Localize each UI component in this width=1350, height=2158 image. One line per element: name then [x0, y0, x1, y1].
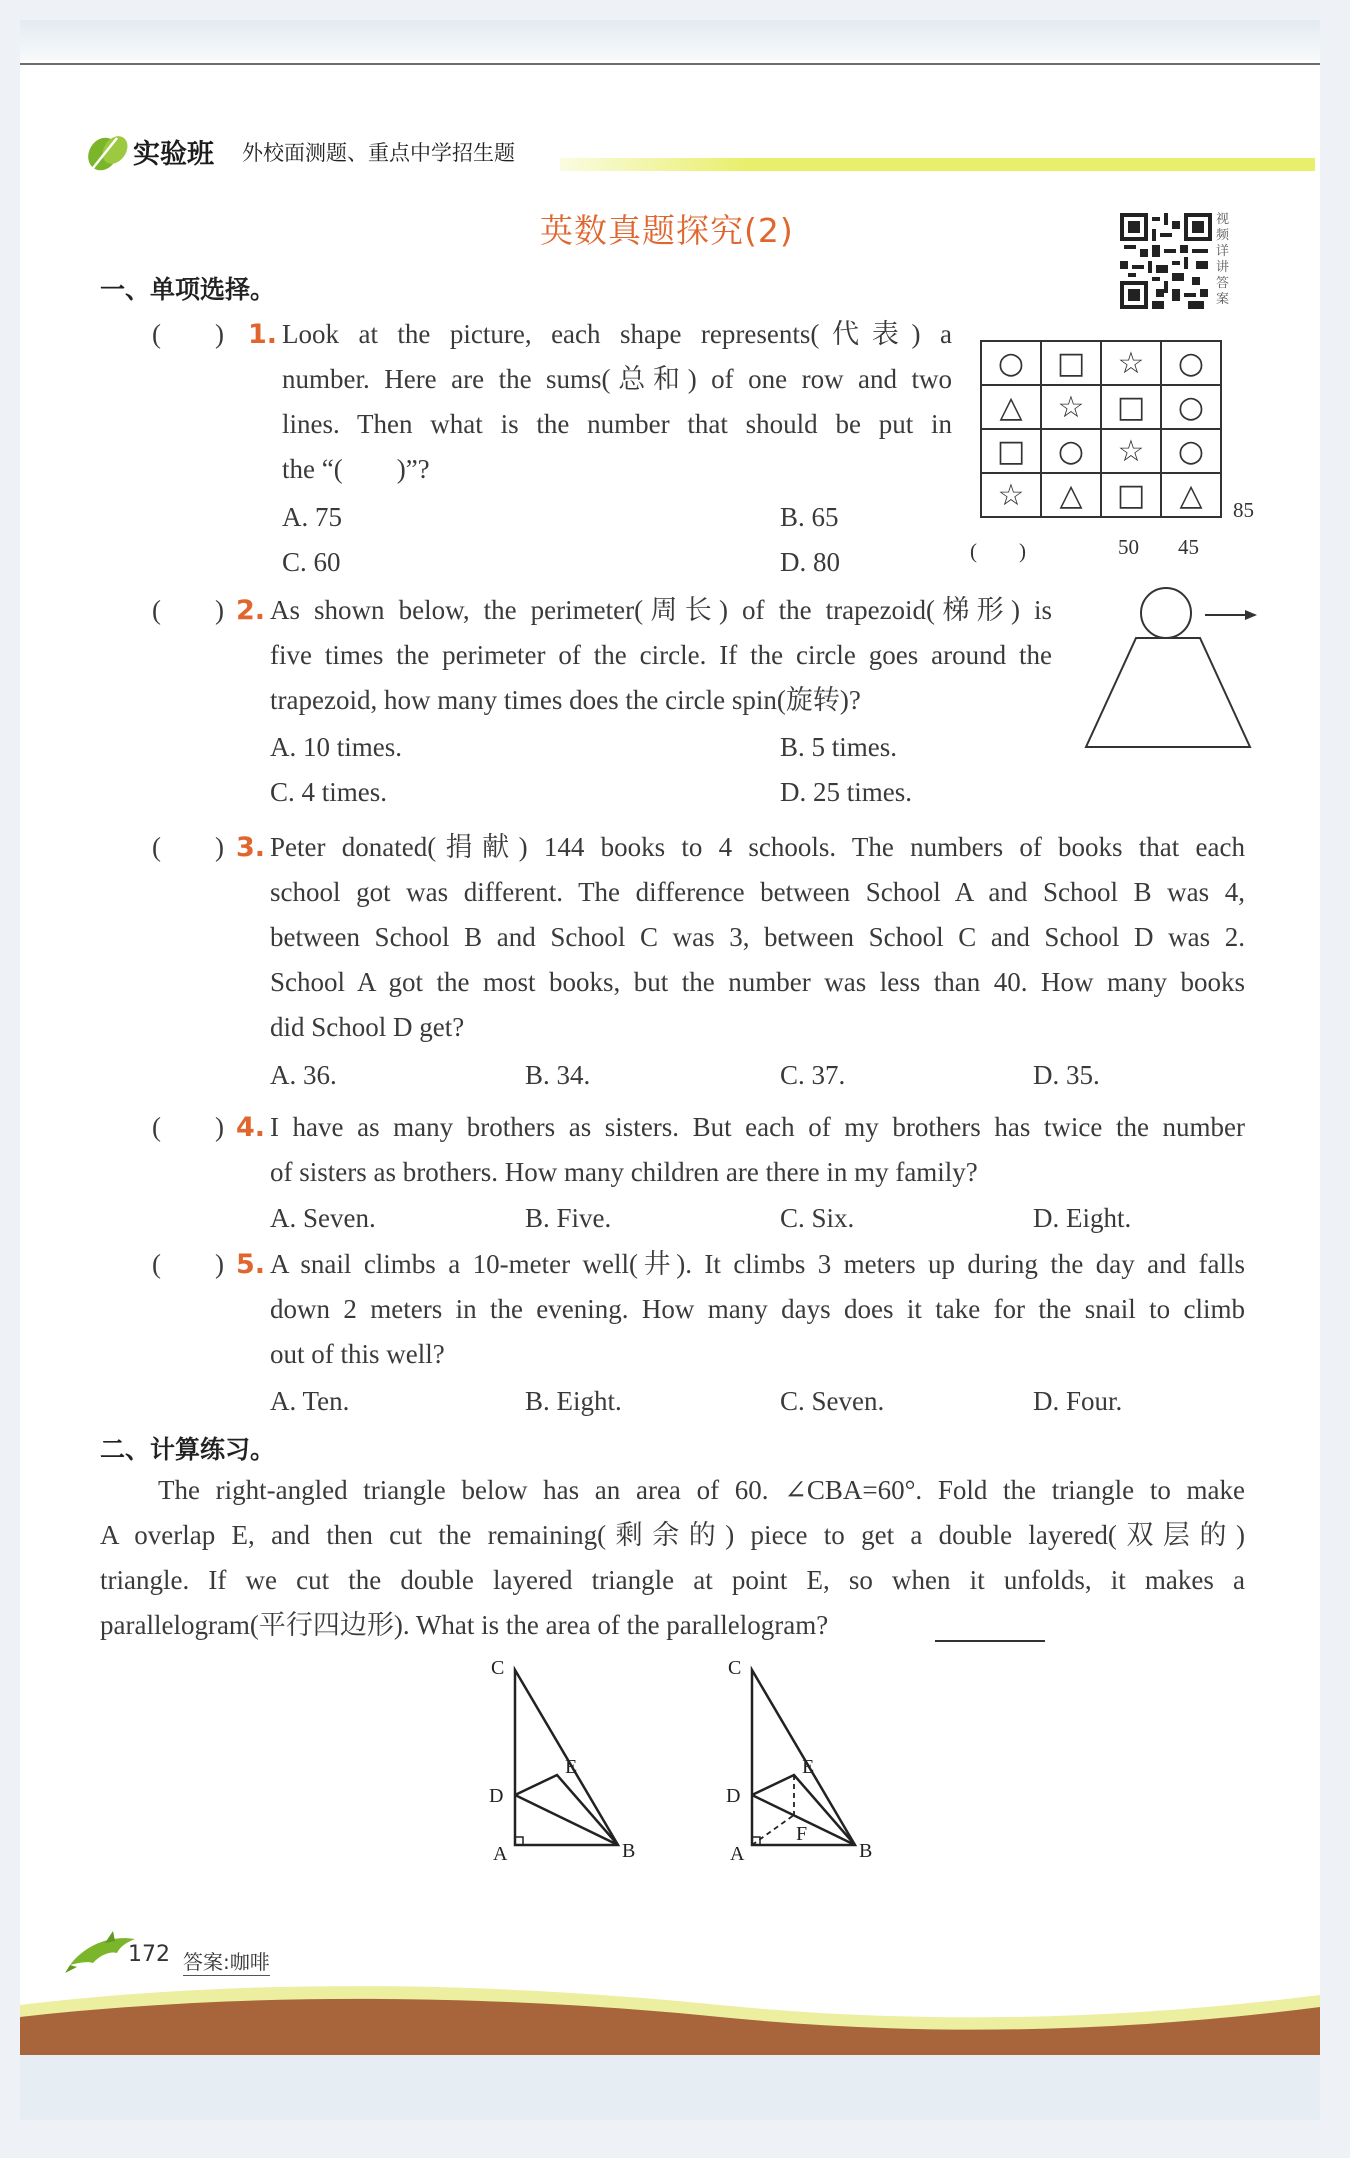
- top-band: [20, 20, 1320, 60]
- grid-cell: ☆: [1101, 341, 1161, 385]
- grid-cell: □: [981, 429, 1041, 473]
- option-d[interactable]: D. 35.: [1033, 1060, 1100, 1090]
- label-a: A: [493, 1843, 508, 1865]
- question-number: 1.: [248, 319, 278, 350]
- label-e: E: [802, 1756, 815, 1778]
- grid-cell: △: [981, 385, 1041, 429]
- question-text-line: school got was different. The difference between School A and School B was 4,: [270, 877, 1245, 907]
- grid-row: [981, 429, 1221, 473]
- option-c[interactable]: C. 4 times.: [270, 777, 388, 807]
- question-text-line: Look at the picture, each shape represents(代表) a: [282, 319, 952, 349]
- column-blank[interactable]: ( ): [970, 539, 1026, 563]
- option-a[interactable]: A. 10 times.: [270, 732, 402, 762]
- triangle-figure-left: [475, 1650, 675, 1880]
- question-text-line: number. Here are the sums(总和) of one row and two: [282, 364, 952, 394]
- question-number: 2.: [236, 595, 266, 626]
- option-b[interactable]: B. Five.: [525, 1203, 612, 1233]
- question-number: 3.: [236, 832, 266, 863]
- answer-bracket[interactable]: ( ): [152, 832, 224, 862]
- answer-bracket[interactable]: ( ): [152, 1112, 224, 1142]
- label-c: C: [491, 1657, 505, 1679]
- option-b[interactable]: B. 34.: [525, 1060, 591, 1090]
- question-text-line: five times the perimeter of the circle. If the circle goes around the: [270, 640, 1052, 670]
- question-text-line: Peter donated(捐献) 144 books to 4 schools. The numbers of books that each: [270, 832, 1245, 862]
- page-title: 英数真题探究(2): [540, 211, 794, 250]
- grid-cell: □: [1041, 341, 1101, 385]
- answer-bracket[interactable]: ( ): [152, 595, 224, 625]
- question-text-line: School A got the most books, but the number was less than 40. How many books: [270, 967, 1245, 997]
- option-c[interactable]: C. Seven.: [780, 1386, 885, 1416]
- column-sum: 45: [1178, 535, 1199, 559]
- grid-cell: ○: [1161, 429, 1221, 473]
- label-a: A: [730, 1843, 745, 1865]
- problem-text-line: parallelogram(平行四边形). What is the area of the parallelogram?: [100, 1610, 829, 1640]
- qr-caption: 视频详讲答案: [1216, 212, 1230, 307]
- section1-title: 一、单项选择。: [100, 275, 276, 304]
- question-text-line: lines. Then what is the number that should be put in: [282, 409, 952, 439]
- answer-bracket[interactable]: ( ): [152, 319, 224, 349]
- grid-cell: ○: [981, 341, 1041, 385]
- fold-lines: [515, 1775, 618, 1845]
- grid-cell: □: [1101, 473, 1161, 517]
- problem-text-line: The right-angled triangle below has an area of 60. ∠CBA=60°. Fold the triangle to make: [158, 1475, 1245, 1505]
- footer-wave: [20, 1975, 1320, 2120]
- question-text-line: did School D get?: [270, 1012, 465, 1042]
- question-number: 4.: [236, 1112, 266, 1143]
- leaf-logo-icon: [85, 132, 129, 172]
- option-b[interactable]: B. 5 times.: [780, 732, 898, 762]
- label-d: D: [726, 1785, 741, 1807]
- question-text-line: out of this well?: [270, 1339, 445, 1369]
- option-b[interactable]: B. 65: [780, 502, 839, 532]
- label-d: D: [489, 1785, 504, 1807]
- label-c: C: [728, 1657, 742, 1679]
- answer-blank[interactable]: [935, 1640, 1045, 1642]
- option-d[interactable]: D. Four.: [1033, 1386, 1123, 1416]
- option-a[interactable]: A. 75: [282, 502, 342, 532]
- option-a[interactable]: A. Ten.: [270, 1386, 350, 1416]
- answer-bracket[interactable]: ( ): [152, 1249, 224, 1279]
- page-number: 172: [128, 1942, 170, 1967]
- question-text-line: As shown below, the perimeter(周长) of the trapezoid(梯形) is: [270, 595, 1052, 625]
- question-number: 5.: [236, 1249, 266, 1280]
- grid-cell: △: [1161, 473, 1221, 517]
- label-f: F: [796, 1823, 808, 1845]
- question-text-line: trapezoid, how many times does the circle spin(旋转)?: [270, 685, 861, 715]
- question-text-line: I have as many brothers as sisters. But each of my brothers has twice the number: [270, 1112, 1245, 1142]
- label-b: B: [622, 1840, 636, 1862]
- row-sum: 85: [1233, 498, 1254, 522]
- grid-row: [981, 341, 1221, 385]
- grid-cell: ☆: [1041, 385, 1101, 429]
- label-b: B: [859, 1840, 873, 1862]
- grid-cell: △: [1041, 473, 1101, 517]
- option-b[interactable]: B. Eight.: [525, 1386, 622, 1416]
- question-text-line: of sisters as brothers. How many children are there in my family?: [270, 1157, 978, 1187]
- trapezoid-shape: [1086, 638, 1250, 747]
- option-a[interactable]: A. 36.: [270, 1060, 337, 1090]
- qr-code[interactable]: [1120, 212, 1212, 310]
- grid-cell: ○: [1161, 341, 1221, 385]
- grid-cell: ☆: [981, 473, 1041, 517]
- option-c[interactable]: C. Six.: [780, 1203, 855, 1233]
- triangle-figure-right: [712, 1650, 912, 1880]
- header-yellow-bar: [560, 158, 1315, 171]
- option-d[interactable]: D. Eight.: [1033, 1203, 1132, 1233]
- grid-cell: ○: [1161, 385, 1221, 429]
- option-d[interactable]: D. 80: [780, 547, 840, 577]
- problem-text-line: A overlap E, and then cut the remaining(剩余的) piece to get a double layered(双层的): [100, 1520, 1245, 1550]
- option-a[interactable]: A. Seven.: [270, 1203, 376, 1233]
- answer-key: 答案:咖啡: [183, 1946, 270, 1976]
- dashed-line-af: [752, 1815, 794, 1845]
- column-sum: 50: [1118, 535, 1139, 559]
- problem-text-line: triangle. If we cut the double layered triangle at point E, so when it unfolds, it makes a: [100, 1565, 1245, 1595]
- trapezoid-circle-figure: [1080, 585, 1290, 755]
- question-text-line: down 2 meters in the evening. How many days does it take for the snail to climb: [270, 1294, 1245, 1324]
- option-c[interactable]: C. 60: [282, 547, 341, 577]
- question-text-line: the “( )”?: [282, 454, 430, 484]
- question-text-line: A snail climbs a 10-meter well(井). It climbs 3 meters up during the day and falls: [270, 1249, 1245, 1279]
- section2-title: 二、计算练习。: [100, 1435, 276, 1464]
- top-rule: [20, 63, 1320, 65]
- grid-cell: □: [1101, 385, 1161, 429]
- question-text-line: between School B and School C was 3, between School C and School D was 2.: [270, 922, 1245, 952]
- grid-cell: ○: [1041, 429, 1101, 473]
- book-page: [20, 20, 1320, 2120]
- header-subtitle: 外校面测题、重点中学招生题: [242, 141, 515, 165]
- shape-grid: [980, 340, 1222, 518]
- brand-name: 实验班: [133, 139, 214, 170]
- grid-cell: ☆: [1101, 429, 1161, 473]
- grid-row: [981, 473, 1221, 517]
- label-e: E: [565, 1756, 578, 1778]
- arrow-head-icon: [1245, 610, 1257, 620]
- option-d[interactable]: D. 25 times.: [780, 777, 912, 807]
- grid-row: [981, 385, 1221, 429]
- circle-shape: [1141, 588, 1191, 638]
- option-c[interactable]: C. 37.: [780, 1060, 846, 1090]
